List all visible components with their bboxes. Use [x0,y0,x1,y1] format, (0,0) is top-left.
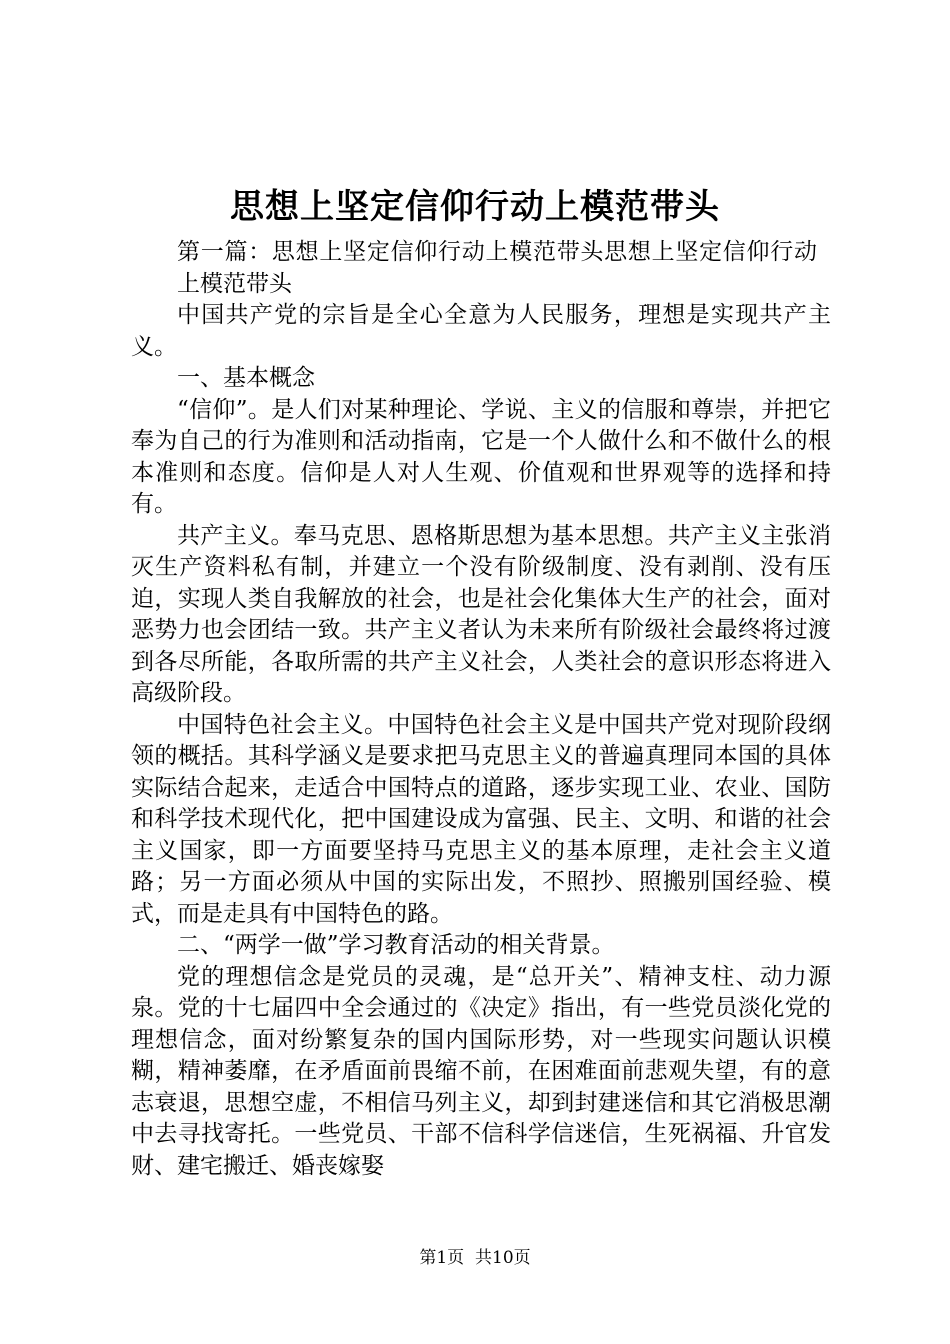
heading-background: 二、“两学一做”学习教育活动的相关背景。 [177,932,615,958]
paragraph-chinese-socialism: 中国特色社会主义。中国特色社会主义是中国共产党对现阶段纲领的概括。其科学涵义是要求把马克思主义的普遍真理同本国的具体实际结合起来，走适合中国特点的道路，逐步实现工业、农业、国防和科学技术现代化，把中国建设成为富强、民主、文明、和谐的社会主义国家，即一方面要坚持马克思主义的基本原理，走社会主义道路；另一方面必须从中国的实际出发，不照抄、照搬别国经验、模式，而是走具有中国特色的路。 [131,711,831,927]
paragraph-party-purpose: 中国共产党的宗旨是全心全意为人民服务，理想是实现共产主义。 [131,302,831,360]
document-title: 思想上坚定信仰行动上模范带头 [230,187,720,227]
paragraph-ideals: 党的理想信念是党员的灵魂，是“总开关”、精神支柱、动力源泉。党的十七届四中全会通过的《决定》指出，有一些党员淡化党的理想信念，面对纷繁复杂的国内国际形势，对一些现实问题认识模糊，精神萎靡，在矛盾面前畏缩不前，在困难面前悲观失望，有的意志衰退，思想空虚，不相信马列主义，却到封建迷信和其它消极思潮中去寻找寄托。一些党员、干部不信科学信迷信，生死祸福、升官发财、建宅搬迁、婚丧嫁娶 [131,963,831,1179]
page-number: 第1页 [419,1248,465,1268]
page-footer [0,1246,950,1270]
page-total: 共10页 [475,1248,531,1268]
document-body [131,237,831,1182]
heading-basic-concepts: 一、基本概念 [177,365,315,391]
paragraph-communism: 共产主义。奉马克思、恩格斯思想为基本思想。共产主义主张消灭生产资料私有制，并建立一个没有阶级制度、没有剥削、没有压迫，实现人类自我解放的社会，也是社会化集体大生产的社会，面对恶势力也会团结一致。共产主义者认为未来所有阶级社会最终将过渡到各尽所能，各取所需的共产主义社会，人类社会的意识形态将进入高级阶段。 [131,522,831,706]
paragraph-faith: “信仰”。是人们对某种理论、学说、主义的信服和尊崇，并把它奉为自己的行为准则和活动指南，它是一个人做什么和不做什么的根本准则和态度。信仰是人对人生观、价值观和世界观等的选择和持有。 [131,396,831,517]
section-subtitle: 第一篇：思想上坚定信仰行动上模范带头思想上坚定信仰行动上模范带头 [177,239,817,297]
